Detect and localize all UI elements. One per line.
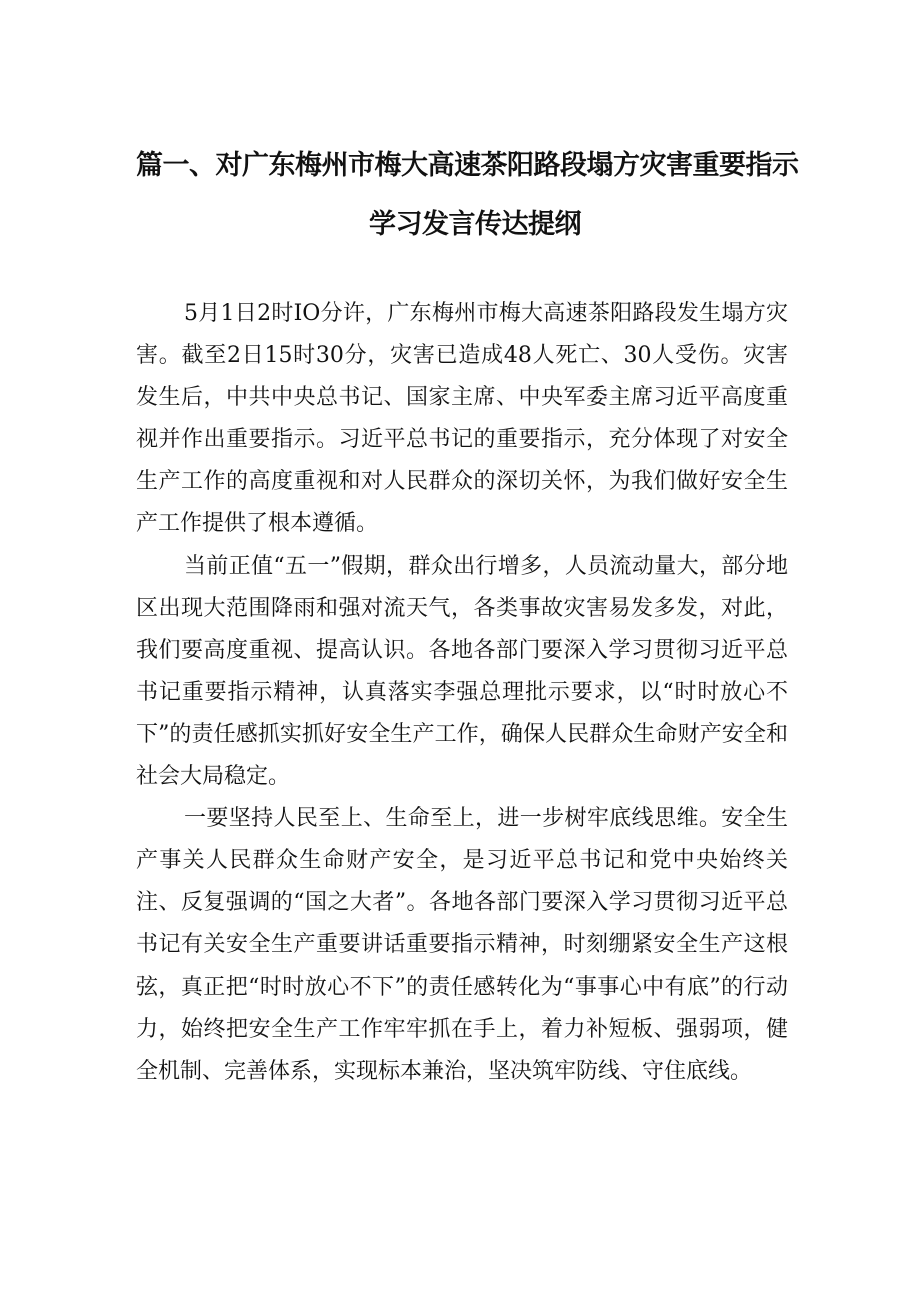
- paragraph-2: 当前正值“五一”假期，群众出行增多，人员流动量大，部分地区出现大范围降雨和强对流天气，各类事故灾害易发多发，对此，我们要高度重视、提高认识。各地各部门要深入学习贯彻习近平总书记重要指示精神，认真落实李强总理批示要求，以“时时放心不下”的责任感抓实抓好安全生产工作，确保人民群众生命财产安全和社会大局稳定。: [136, 553, 788, 790]
- document-body: [136, 293, 788, 1093]
- document-title-line-1: 篇一、对广东梅州市梅大高速茶阳路段塌方灾害重要指示: [136, 150, 799, 181]
- paragraph-3: 一要坚持人民至上、生命至上，进一步树牢底线思维。安全生产事关人民群众生命财产安全，是习近平总书记和党中央始终关注、反复强调的“国之大者”。各地各部门要深入学习贯彻习近平总书记有关安全生产重要讲话重要指示精神，时刻绷紧安全生产这根弦，真正把“时时放心不下”的责任感转化为“事事心中有底”的行动力，始终把安全生产工作牢牢抓在手上，着力补短板、强弱项，健全机制、完善体系，实现标本兼治，坚决筑牢防线、守住底线。: [136, 806, 788, 1084]
- paragraph-1: 5月1日2时IO分许，广东梅州市梅大高速茶阳路段发生塌方灾害。截至2日15时30分，灾害已造成48人死亡、30人受伤。灾害发生后，中共中央总书记、国家主席、中央军委主席习近平高度重视并作出重要指示。习近平总书记的重要指示，充分体现了对安全生产工作的高度重视和对人民群众的深切关怀，为我们做好安全生产工作提供了根本遵循。: [136, 301, 788, 537]
- document-title-line-2: 学习发言传达提纲: [369, 209, 581, 240]
